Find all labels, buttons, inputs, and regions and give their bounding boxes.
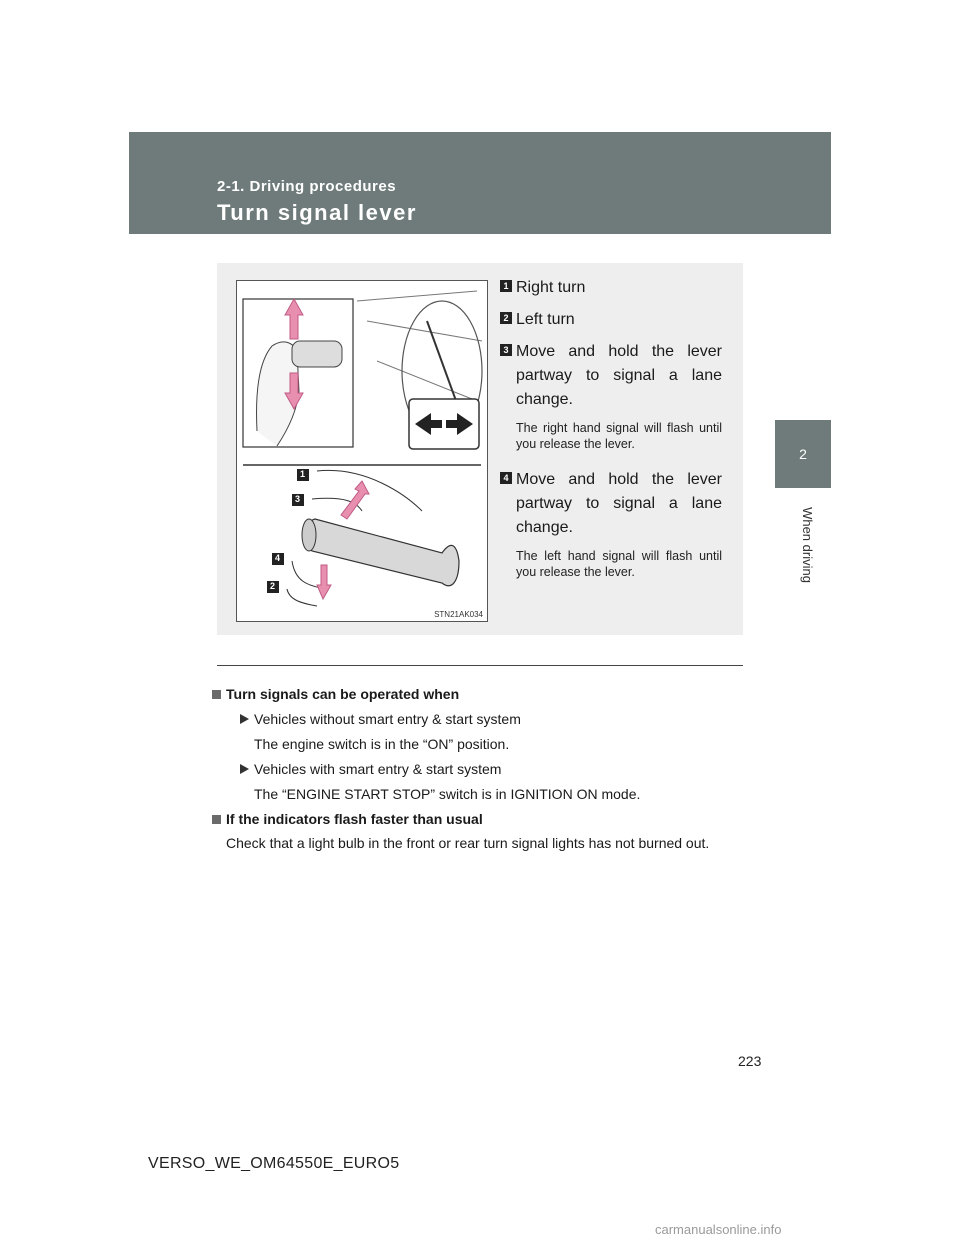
bullet-square-icon	[212, 690, 221, 699]
callout-3: 3	[295, 494, 301, 504]
illustration-code: STN21AK034	[434, 610, 483, 619]
arc-2	[287, 589, 317, 606]
info-item-1	[210, 708, 740, 730]
page-header	[129, 132, 831, 234]
legend	[500, 276, 722, 596]
lever-tip	[302, 519, 316, 551]
chapter-label: When driving	[800, 507, 815, 583]
legend-item-4	[500, 468, 722, 540]
legend-note-4: The left hand signal will flash until you release the lever.	[516, 549, 722, 579]
lever-diagram	[237, 281, 487, 621]
info-item-1-text: Vehicles without smart entry & start system	[254, 711, 521, 727]
arrow-down-lane-icon	[317, 565, 331, 599]
triangle-bullet-icon	[240, 714, 249, 724]
info-item-1-detail: The engine switch is in the “ON” position.	[254, 736, 510, 752]
legend-num-3: 3	[500, 344, 512, 356]
document-code: VERSO_WE_OM64550E_EURO5	[148, 1155, 400, 1172]
section-label: 2-1. Driving procedures	[217, 178, 397, 195]
legend-text-4: Move and hold the lever partway to signal a lane change.	[516, 471, 722, 536]
info-item-2-detail: The “ENGINE START STOP” switch is in IGNITION ON mode.	[254, 786, 641, 802]
chapter-tab[interactable]: 2	[775, 420, 831, 488]
callout-2: 2	[270, 581, 276, 591]
legend-num-2: 2	[500, 312, 512, 324]
callout-4: 4	[275, 553, 281, 563]
legend-num-4: 4	[500, 472, 512, 484]
info-section	[210, 683, 740, 854]
lever-body	[306, 519, 459, 586]
triangle-bullet-icon	[240, 764, 249, 774]
watermark[interactable]: carmanualsonline.info	[655, 1222, 782, 1237]
lever-stalk-inset	[292, 341, 342, 367]
legend-text-2: Left turn	[516, 311, 575, 328]
legend-num-1: 1	[500, 280, 512, 292]
info-heading-2	[210, 808, 740, 830]
bullet-square-icon	[212, 815, 221, 824]
info-heading-1-text: Turn signals can be operated when	[226, 686, 460, 702]
info-item-2	[210, 758, 740, 780]
arc-1	[317, 470, 422, 511]
dashboard-lines	[357, 291, 482, 401]
legend-note-3: The right hand signal will flash until you release the lever.	[516, 421, 722, 451]
info-heading-2-text: If the indicators flash faster than usual	[226, 811, 483, 827]
legend-text-3: Move and hold the lever partway to signal a lane change.	[516, 343, 722, 408]
turn-signal-illustration	[236, 280, 488, 622]
legend-item-2	[500, 308, 722, 332]
section-divider	[217, 665, 743, 666]
info-paragraph-2: Check that a light bulb in the front or rear turn signal lights has not burned out.	[226, 835, 710, 851]
page-title: Turn signal lever	[217, 200, 417, 225]
callout-1: 1	[300, 469, 306, 479]
info-item-2-text: Vehicles with smart entry & start system	[254, 761, 502, 777]
legend-item-3	[500, 340, 722, 412]
page-number: 223	[738, 1053, 762, 1069]
legend-text-1: Right turn	[516, 279, 586, 296]
info-heading-1	[210, 683, 740, 705]
legend-item-1	[500, 276, 722, 300]
